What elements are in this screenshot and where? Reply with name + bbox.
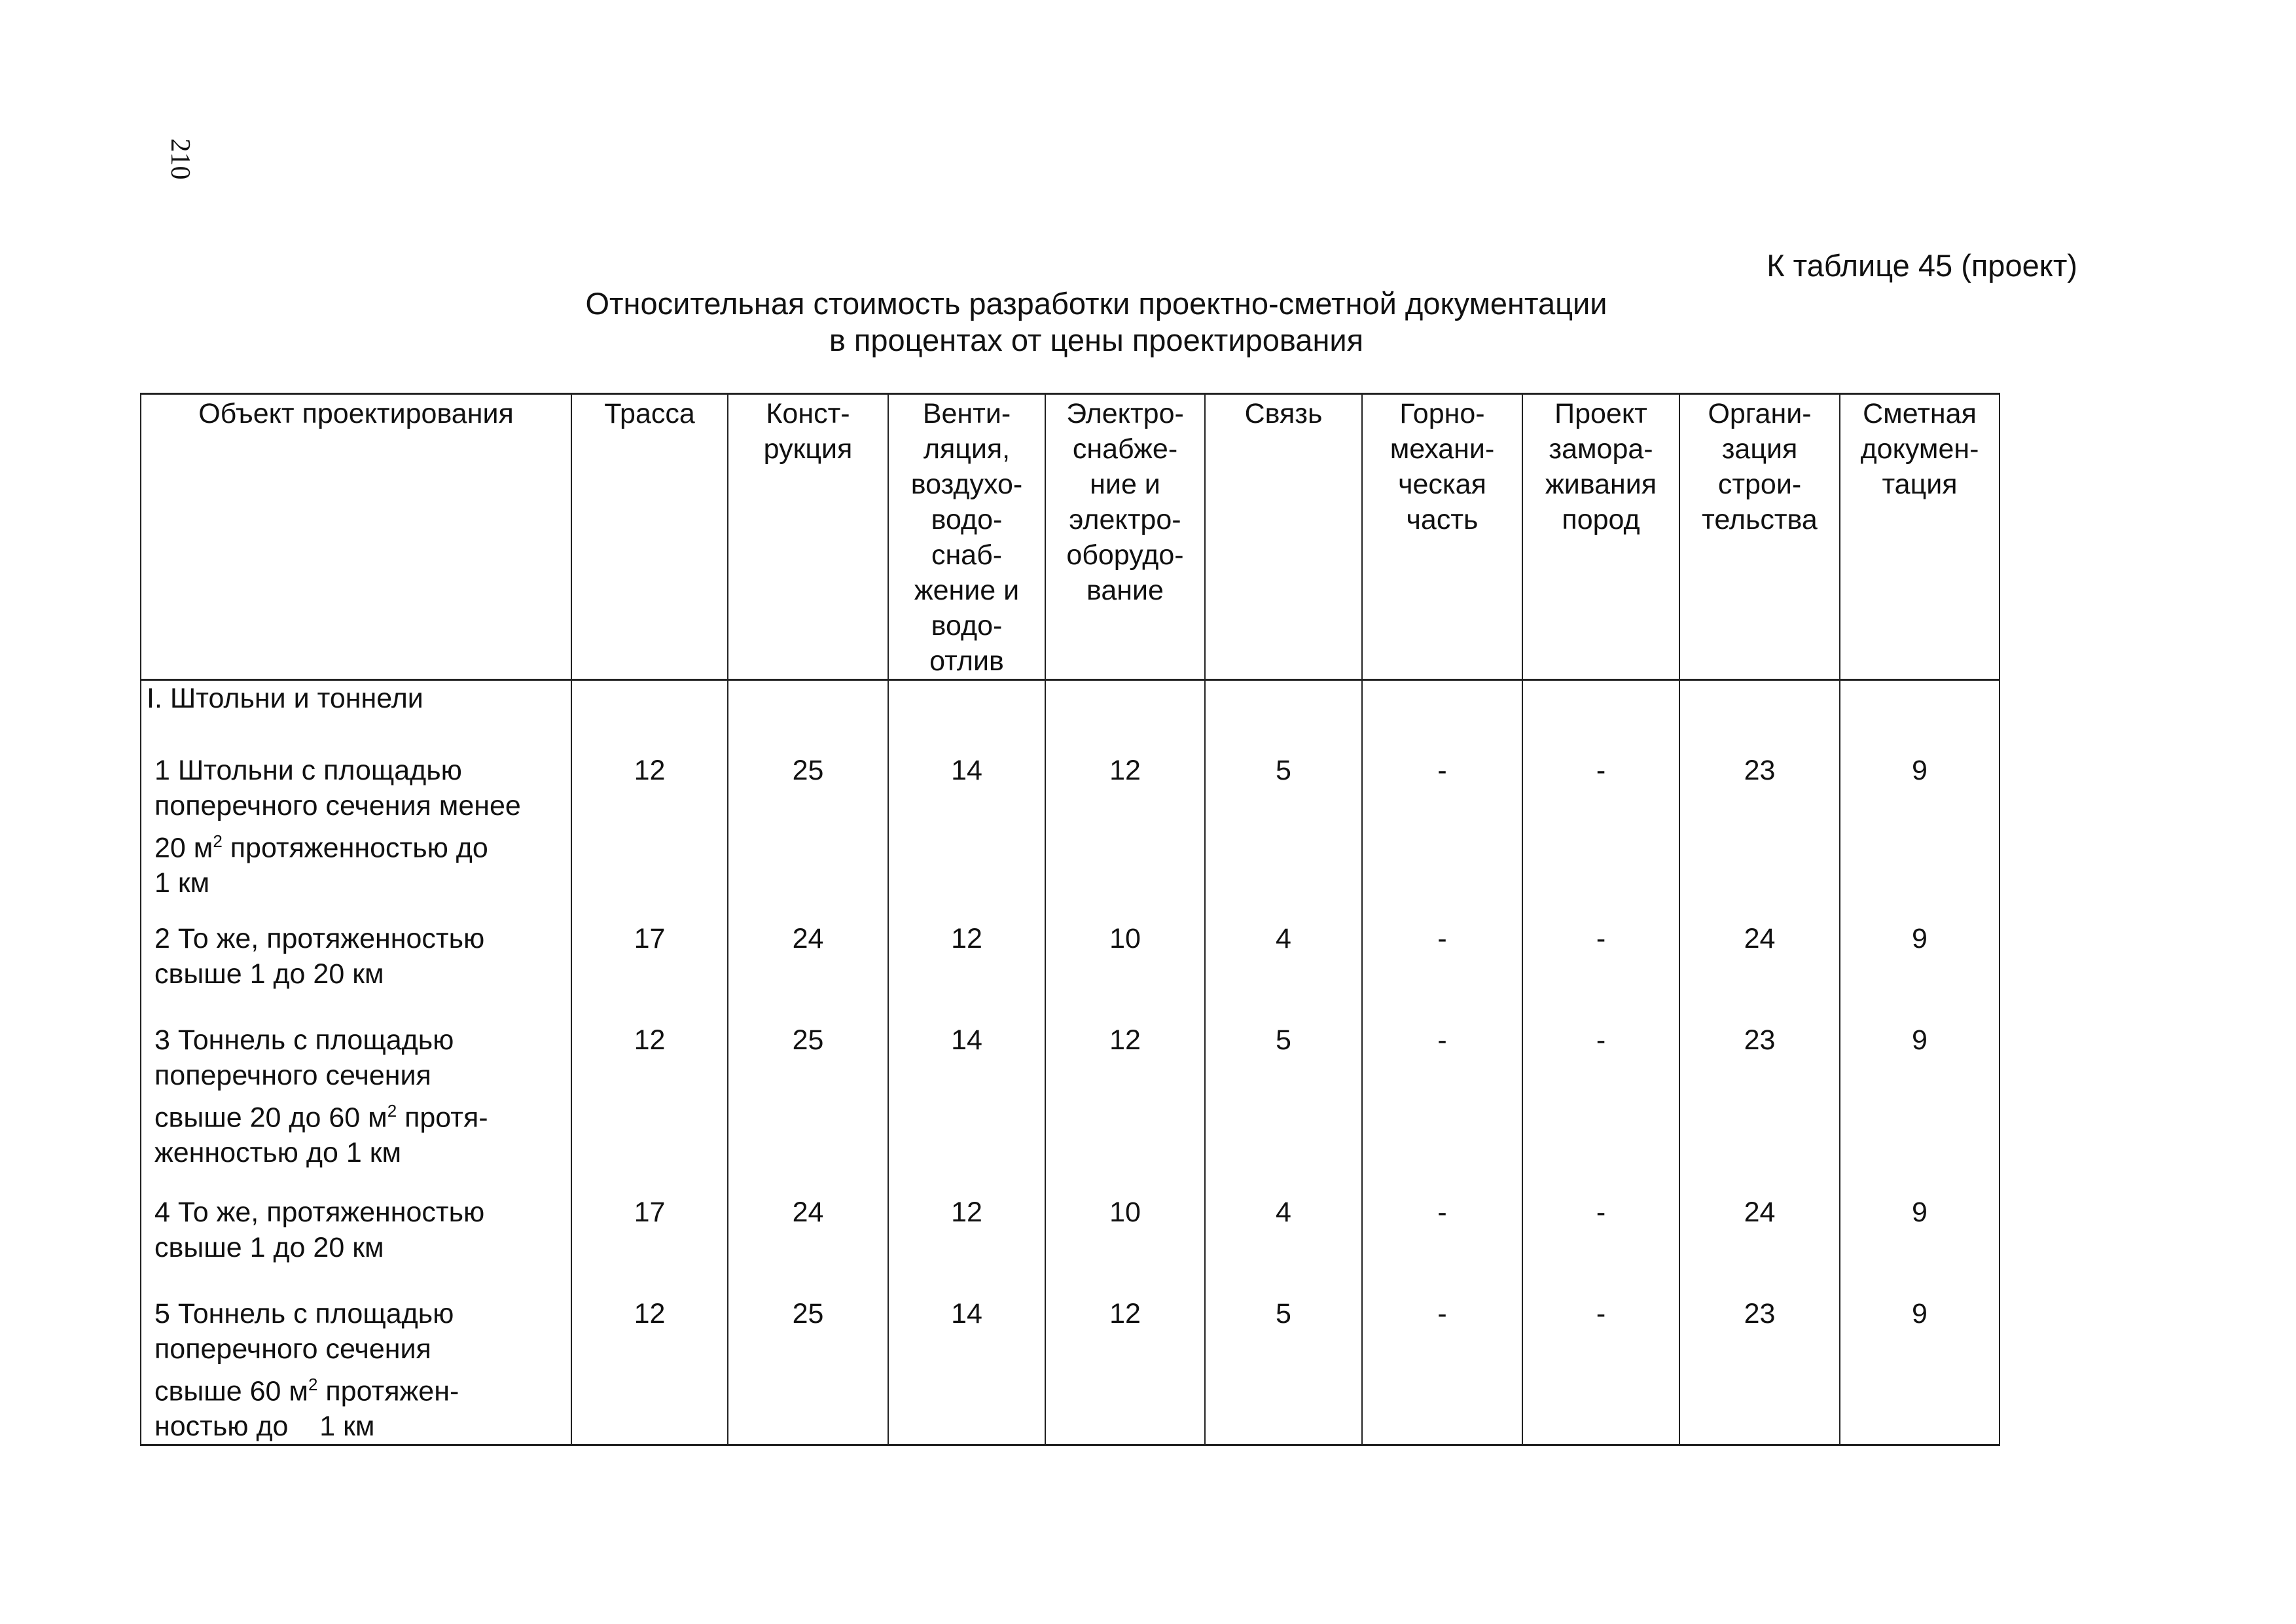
header-label: Горно- механи- ческая часть — [1390, 398, 1495, 535]
header-label: Трасса — [604, 398, 695, 429]
value-cell: - — [1362, 1195, 1522, 1296]
object-text-line: 4 То же, протяженностью — [154, 1197, 485, 1228]
value-cell: - — [1362, 1022, 1522, 1195]
value-cell: - — [1522, 1022, 1679, 1195]
value-cell: 9 — [1840, 1022, 2000, 1195]
value-cell: 10 — [1045, 1195, 1205, 1296]
value-cell: 24 — [1679, 1195, 1840, 1296]
title-line-1: Относительная стоимость разработки проектно-сметной документации — [585, 286, 1607, 321]
header-construction — [728, 394, 888, 680]
header-label: Проект замора- живания пород — [1545, 398, 1657, 535]
value-cell: - — [1522, 921, 1679, 1022]
table-row — [141, 921, 2000, 1022]
object-cell — [141, 1195, 571, 1296]
object-text: протяженностью до — [222, 832, 488, 864]
object-text: 20 м — [154, 832, 213, 864]
value-cell: 24 — [1679, 921, 1840, 1022]
object-text-line: 2 То же, протяженностью — [154, 923, 485, 954]
header-construction-organization — [1679, 394, 1840, 680]
empty-cell — [1522, 680, 1679, 753]
empty-cell — [1679, 680, 1840, 753]
value-cell: 12 — [571, 1022, 728, 1195]
value-cell: 24 — [728, 921, 888, 1022]
object-text-line: 3 Тоннель с площадью — [154, 1024, 454, 1056]
header-estimate-documentation — [1840, 394, 2000, 680]
table-row — [141, 753, 2000, 921]
object-text-line: женностью до 1 км — [154, 1137, 402, 1169]
title-line-2: в процентах от цены проектирования — [829, 323, 1364, 357]
value-cell: 25 — [728, 1022, 888, 1195]
value-cell: 12 — [1045, 753, 1205, 921]
header-label: Венти- ляция, воздухо- водо- снаб- жение и водо- отлив — [910, 398, 1023, 677]
value-cell: 14 — [888, 1296, 1045, 1445]
header-ventilation — [888, 394, 1045, 680]
value-cell: 14 — [888, 753, 1045, 921]
object-text: свыше 60 м — [154, 1375, 308, 1407]
empty-cell — [888, 680, 1045, 753]
object-text-line: 1 Штольни с площадью — [154, 755, 462, 786]
superscript: 2 — [308, 1375, 318, 1394]
cost-table — [140, 393, 2000, 1446]
value-cell: - — [1362, 1296, 1522, 1445]
value-cell: 12 — [1045, 1022, 1205, 1195]
value-cell: 5 — [1205, 1296, 1362, 1445]
value-cell: 4 — [1205, 921, 1362, 1022]
object-cell — [141, 1022, 571, 1195]
value-cell: - — [1522, 753, 1679, 921]
value-cell: 23 — [1679, 753, 1840, 921]
empty-cell — [1362, 680, 1522, 753]
empty-cell — [1205, 680, 1362, 753]
table-row — [141, 1022, 2000, 1195]
header-label: Конст- рукция — [763, 398, 853, 465]
value-cell: 23 — [1679, 1296, 1840, 1445]
object-cell — [141, 1296, 571, 1445]
value-cell: 12 — [888, 1195, 1045, 1296]
section-row — [141, 680, 2000, 753]
object-text: протяжен- — [317, 1375, 459, 1407]
value-cell: 25 — [728, 1296, 888, 1445]
value-cell: 17 — [571, 921, 728, 1022]
value-cell: 9 — [1840, 1195, 2000, 1296]
empty-cell — [1045, 680, 1205, 753]
table-body — [141, 680, 2000, 1445]
value-cell: 10 — [1045, 921, 1205, 1022]
header-power-supply — [1045, 394, 1205, 680]
header-communication — [1205, 394, 1362, 680]
empty-cell — [1840, 680, 2000, 753]
table-row — [141, 1195, 2000, 1296]
header-label: Электро- снабже- ние и электро- оборудо- вание — [1066, 398, 1184, 606]
value-cell: - — [1522, 1296, 1679, 1445]
object-text-line: 1 км — [154, 867, 210, 899]
object-text-line — [154, 1367, 565, 1409]
header-ground-freezing — [1522, 394, 1679, 680]
object-text-line: поперечного сечения менее — [154, 790, 521, 821]
table-row — [141, 1296, 2000, 1445]
value-cell: 9 — [1840, 921, 2000, 1022]
value-cell: 9 — [1840, 753, 2000, 921]
empty-cell — [571, 680, 728, 753]
object-text-line — [154, 823, 565, 865]
value-cell: - — [1522, 1195, 1679, 1296]
value-cell: 5 — [1205, 1022, 1362, 1195]
value-cell: 12 — [571, 1296, 728, 1445]
value-cell: 24 — [728, 1195, 888, 1296]
object-text-line: свыше 1 до 20 км — [154, 958, 384, 990]
value-cell: 12 — [888, 921, 1045, 1022]
header-object — [141, 394, 571, 680]
page-number: 210 — [165, 138, 195, 180]
object-text-line — [154, 1093, 565, 1135]
header-label: Органи- зация строи- тельства — [1702, 398, 1818, 535]
table-reference: К таблице 45 (проект) — [1767, 248, 2077, 283]
value-cell: 23 — [1679, 1022, 1840, 1195]
value-cell: 12 — [1045, 1296, 1205, 1445]
header-label: Сметная докумен- тация — [1860, 398, 1979, 500]
document-title — [458, 285, 1734, 359]
value-cell: 5 — [1205, 753, 1362, 921]
superscript: 2 — [387, 1101, 397, 1121]
empty-cell — [728, 680, 888, 753]
object-text-line: поперечного сечения — [154, 1060, 431, 1091]
value-cell: 4 — [1205, 1195, 1362, 1296]
header-label: Связь — [1244, 398, 1323, 429]
value-cell: 25 — [728, 753, 888, 921]
value-cell: 12 — [571, 753, 728, 921]
superscript: 2 — [213, 831, 223, 851]
header-mining-part — [1362, 394, 1522, 680]
object-text: протя- — [397, 1102, 488, 1134]
object-text-line: ностью до 1 км — [154, 1411, 375, 1443]
value-cell: 17 — [571, 1195, 728, 1296]
object-cell — [141, 921, 571, 1022]
value-cell: 9 — [1840, 1296, 2000, 1445]
value-cell: - — [1362, 753, 1522, 921]
value-cell: 14 — [888, 1022, 1045, 1195]
object-cell — [141, 753, 571, 921]
object-text-line: свыше 1 до 20 км — [154, 1232, 384, 1263]
header-route — [571, 394, 728, 680]
object-text-line: поперечного сечения — [154, 1333, 431, 1365]
section-title: I. Штольни и тоннели — [141, 680, 571, 753]
header-label: Объект проектирования — [198, 398, 514, 429]
object-text: свыше 20 до 60 м — [154, 1102, 387, 1134]
value-cell: - — [1362, 921, 1522, 1022]
object-text-line: 5 Тоннель с площадью — [154, 1298, 454, 1329]
table-header-row — [141, 394, 2000, 680]
